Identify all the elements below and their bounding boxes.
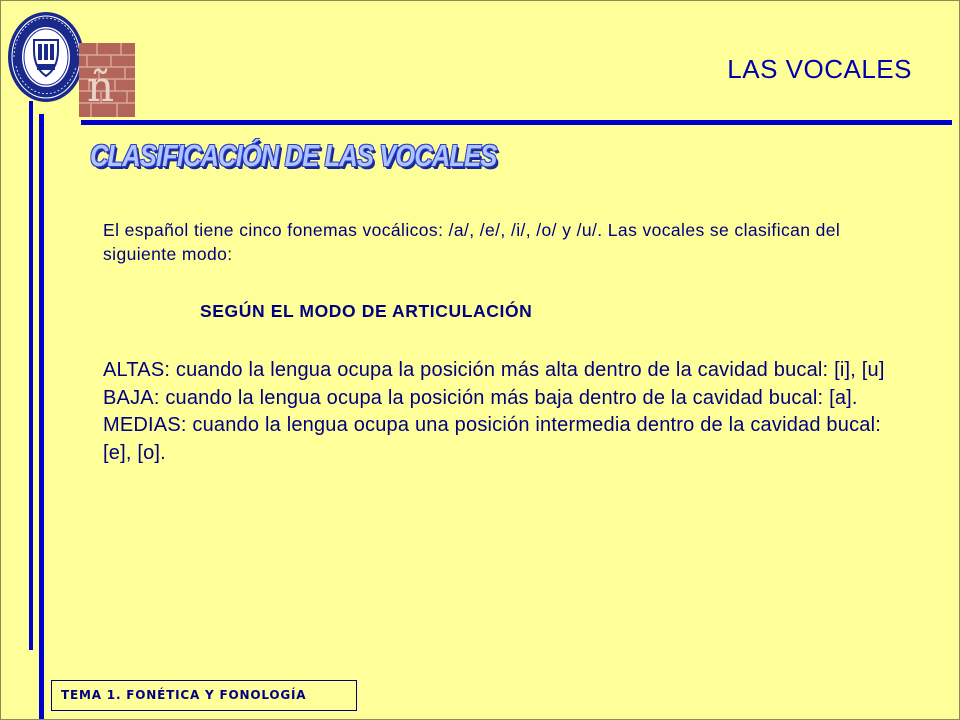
list-item-medias: MEDIAS: cuando la lengua ocupa una posición intermedia dentro de la cavidad bucal: [e], [o]. <box>103 414 882 464</box>
section-title: CLASIFICACIÓN DE LAS VOCALES <box>90 138 497 173</box>
left-vertical-line-inner <box>39 114 44 719</box>
intro-paragraph: El español tiene cinco fonemas vocálicos: /a/, /e/, /i/, /o/ y /u/. Las vocales se clasifican del siguiente modo: <box>103 220 841 264</box>
brick-glyph: ñ <box>87 62 115 111</box>
footer-label: TEMA 1. FONÉTICA Y FONOLOGÍA <box>61 688 307 702</box>
list-item-baja: BAJA: cuando la lengua ocupa la posición más baja dentro de la cavidad bucal: [a]. <box>103 386 858 409</box>
classification-list <box>103 357 893 467</box>
footer-box <box>51 680 357 711</box>
list-item-altas: ALTAS: cuando la lengua ocupa la posición más alta dentro de la cavidad bucal: [i], [u] <box>103 359 885 381</box>
left-vertical-line-outer <box>29 101 33 650</box>
brick-wall-n-image <box>79 43 135 117</box>
university-seal-logo <box>6 10 86 104</box>
subheading: SEGÚN EL MODO DE ARTICULACIÓN <box>200 301 533 321</box>
header-title: LAS VOCALES <box>727 54 912 84</box>
header-divider-line <box>81 120 952 125</box>
